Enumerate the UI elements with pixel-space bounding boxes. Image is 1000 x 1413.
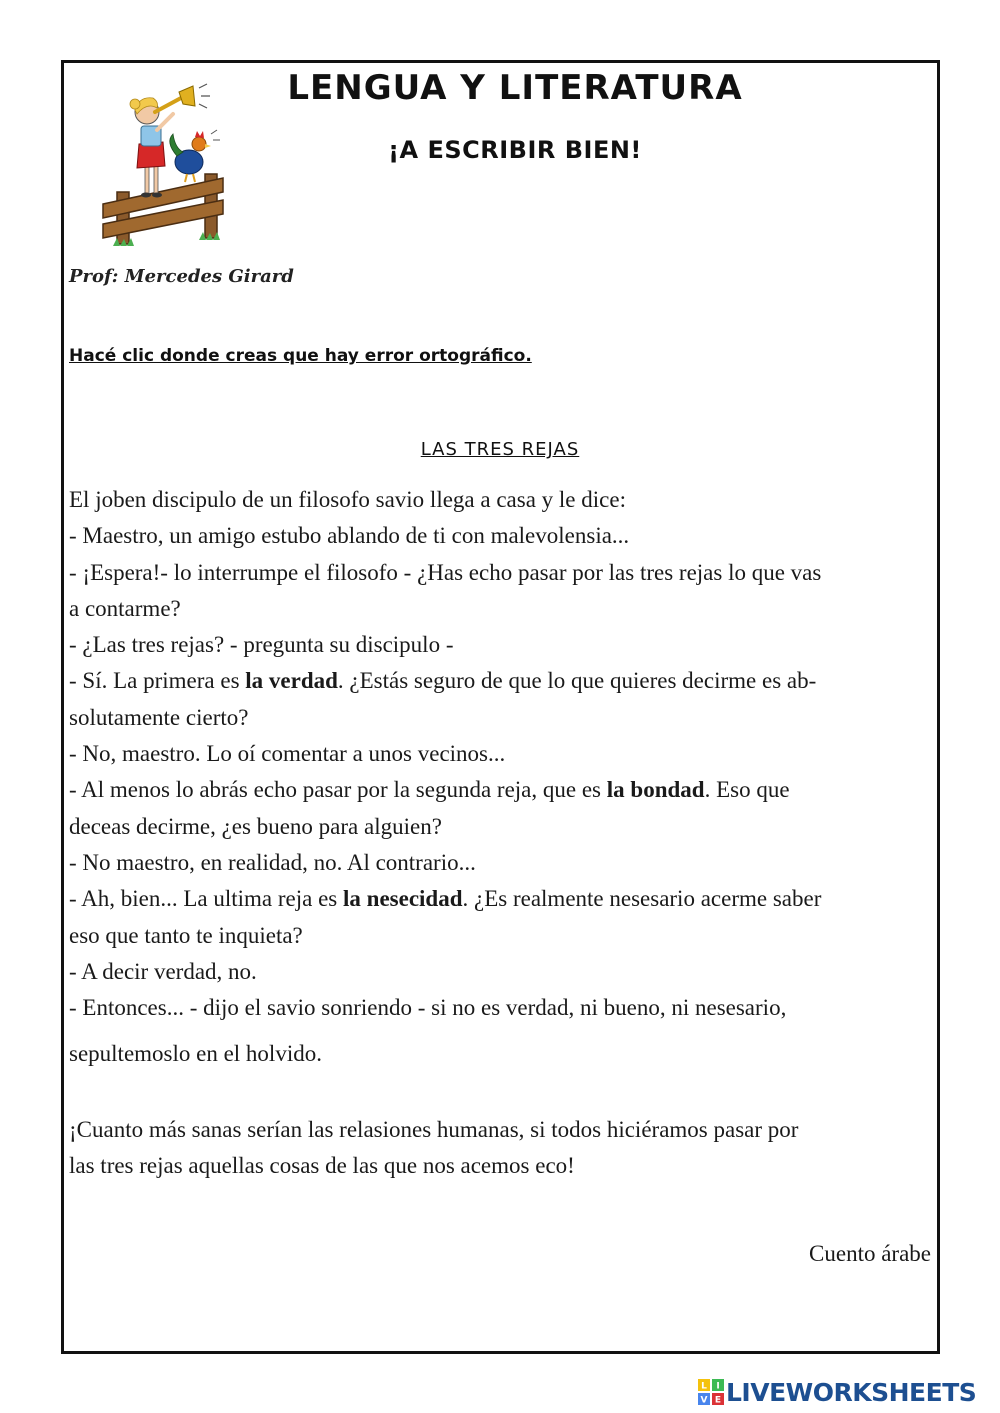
story-line-start[interactable]: - Sí. La primera es [69,668,246,694]
story-line[interactable]: - No maestro, en realidad, no. Al contrario... [69,849,476,875]
logo-letter: E [714,1395,722,1405]
story-line[interactable]: - A decir verdad, no. [69,958,257,984]
story-line[interactable] [69,663,933,699]
story-line-end[interactable]: . Eso que [704,777,790,803]
story-line[interactable] [69,881,933,917]
story-line[interactable]: eso que tanto te inquieta? [69,922,303,948]
logo-letter: L [701,1381,707,1392]
story-line[interactable]: a contarme? [69,595,181,621]
liveworksheets-logo-icon [698,1379,724,1405]
story-line-end[interactable]: . ¿Es realmente nesesario acerme saber [462,886,822,912]
worksheet-title: LENGUA Y LITERATURA [287,68,743,108]
keyword-nesecidad[interactable]: la nesecidad [343,886,463,912]
moral-line[interactable]: las tres rejas aquellas cosas de las que nos acemos eco! [69,1153,575,1179]
keyword-verdad[interactable]: la verdad [245,668,338,694]
trumpet-girl-rooster-illustration [95,82,230,252]
keyword-bondad[interactable]: la bondad [606,777,705,803]
moral-line[interactable]: ¡Cuanto más sanas serían las relasiones humanas, si todos hiciéramos pasar por [69,1117,799,1142]
story-line[interactable]: - ¡Espera!- lo interrumpe el filosofo - ¿Has echo pasar por las tres rejas lo que vas [69,559,822,585]
worksheet-subtitle: ¡A ESCRIBIR BIEN! [388,136,642,164]
story-text [69,482,933,1073]
story-line[interactable]: - ¿Las tres rejas? - pregunta su discipulo - [69,632,454,658]
story-line[interactable]: deceas decirme, ¿es bueno para alguien? [69,813,442,839]
author-name: Prof: Mercedes Girard [69,266,294,287]
logo-letter: I [716,1381,720,1392]
liveworksheets-wordmark: LIVEWORKSHEETS [726,1377,977,1407]
story-title: LAS TRES REJAS [420,439,580,460]
logo-letter: V [700,1395,708,1405]
instruction-text: Hacé clic donde creas que hay error ortográfico. [69,346,532,366]
story-line[interactable]: - Maestro, un amigo estubo ablando de ti con malevolensia... [69,523,630,549]
story-line-start[interactable]: - Al menos lo abrás echo pasar por la segunda reja, que es [69,777,607,803]
story-source: Cuento árabe [809,1241,931,1266]
story-line[interactable]: - No, maestro. Lo oí comentar a unos vecinos... [69,741,506,767]
story-line[interactable]: - Entonces... - dijo el savio sonriendo - si no es verdad, ni bueno, ni nesesario, [69,995,787,1021]
moral-text [69,1112,933,1185]
story-line-end[interactable]: . ¿Estás seguro de que lo que quieres decirme es ab- [337,668,817,694]
story-line[interactable]: El joben discipulo de un filosofo savio llega a casa y le dice: [69,487,626,512]
story-line[interactable] [69,772,933,808]
story-line[interactable]: sepultemoslo en el holvido. [69,1041,322,1067]
story-line[interactable]: solutamente cierto? [69,704,249,730]
story-line-start[interactable]: - Ah, bien... La ultima reja es [69,886,344,912]
liveworksheets-watermark [698,1377,976,1407]
